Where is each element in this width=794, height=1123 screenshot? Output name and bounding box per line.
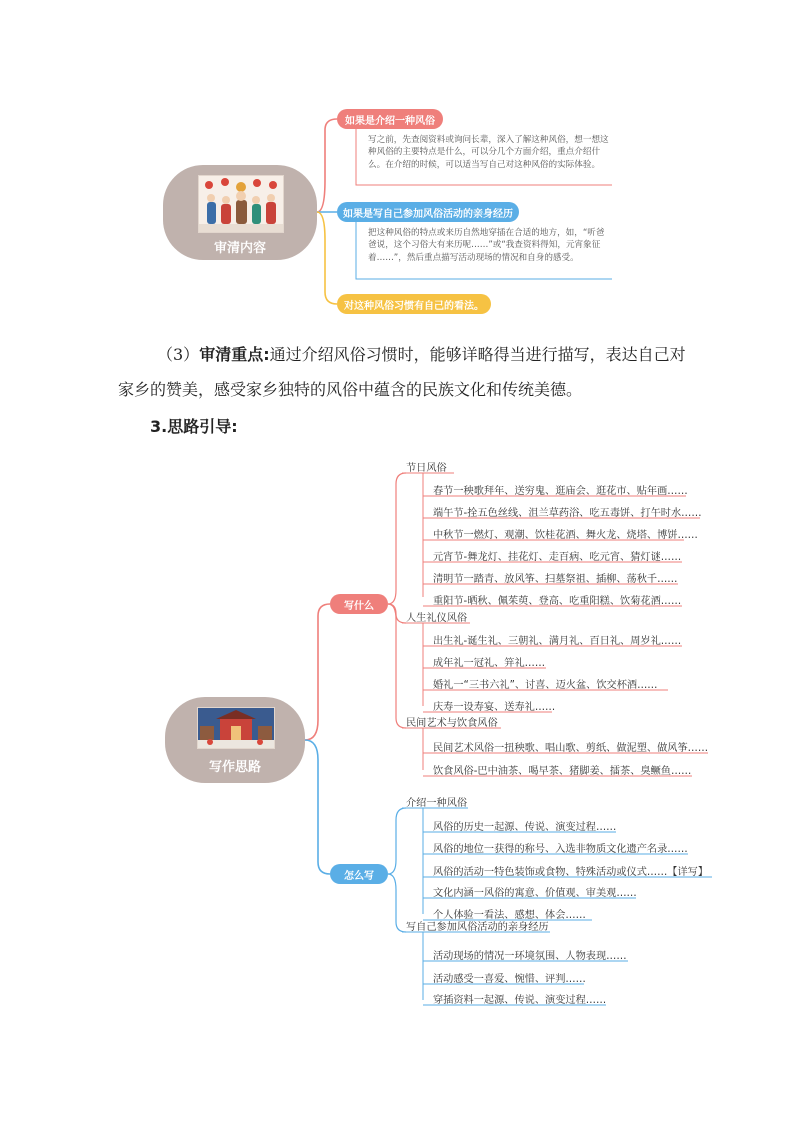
how-item: 活动感受一喜爱、惋惜、评判……	[433, 974, 586, 985]
what-item: 元宵节-舞龙灯、挂花灯、走百病、吃元宵、猜灯谜……	[433, 552, 682, 563]
what-item: 饮食风俗-巴中油茶、喝早茶、猪脚姜、擂茶、臭鳜鱼……	[433, 766, 692, 777]
para3-line2: 家乡的赞美，感受家乡独特的风俗中蕴含的民族文化和传统美德。	[118, 380, 583, 399]
para3-prefix: （3）	[157, 345, 200, 364]
what-item: 端午节-拴五色丝线、沮兰草药浴、吃五毒饼、打午时水……	[433, 508, 702, 519]
map2-root	[165, 697, 305, 783]
para3-bold: 审清重点:	[199, 345, 270, 364]
how-item: 风俗的历史一起源、传说、演变过程……	[433, 822, 617, 833]
map2-branch-how: 怎么写	[330, 864, 388, 884]
what-item: 民间艺术风俗一扭秧歌、唱山歌、剪纸、做泥塑、做风筝……	[433, 743, 709, 754]
map1-note-intro: 写之前，先查阅资料或询问长辈，深入了解这种风俗，想一想这种风俗的主要特点是什么，可以分几个方面介绍，重点介绍什么。在介绍的时候，可以适当写自己对这种风俗的实际体验。	[368, 135, 609, 170]
what-item: 婚礼一“三书六礼”、讨喜、迈火盆、饮交杯酒……	[433, 680, 658, 691]
what-group-ritual: 人生礼仪风俗	[406, 613, 468, 624]
map1-note-experience: 把这种风俗的特点或来历自然地穿插在合适的地方，如，“听爸爸说，这个习俗大有来历呢……”或“我查资料得知，元宵象征着……”，然后重点描写活动现场的情况和自身的感受。	[368, 228, 605, 263]
what-item: 成年礼一冠礼、笄礼……	[433, 658, 546, 669]
what-item: 中秋节一燃灯、观潮、饮桂花酒、舞火龙、烧塔、博饼……	[433, 530, 698, 541]
what-group-festival: 节日风俗	[406, 463, 447, 474]
how-item: 个人体验一看法、感想、体会……	[433, 910, 586, 921]
what-item: 出生礼-诞生礼、三朝礼、满月礼、百日礼、周岁礼……	[433, 636, 682, 647]
how-item: 风俗的地位一获得的称号、入选非物质文化遗产名录……	[433, 844, 688, 855]
map1-branch-experience: 如果是写自己参加风俗活动的亲身经历	[337, 202, 519, 222]
map1-branch-intro: 如果是介绍一种风俗	[337, 109, 443, 129]
para3-text1: 通过介绍风俗习惯时，能够详略得当进行描写，表达自己对	[269, 345, 686, 364]
map2-root-title: 写作思路	[208, 760, 261, 775]
map1-branch-opinion: 对这种风俗习惯有自己的看法。	[337, 294, 491, 314]
what-group-art-food: 民间艺术与饮食风俗	[406, 718, 498, 729]
how-item: 穿插资料一起源、传说、演变过程……	[433, 995, 607, 1006]
what-item: 春节一秧歌拜年、送穷鬼、逛庙会、逛花市、贴年画……	[433, 486, 688, 497]
how-group-intro: 介绍一种风俗	[406, 798, 468, 809]
what-item: 清明节一踏青、放风筝、扫墓祭祖、插柳、荡秋千……	[433, 574, 678, 585]
how-item: 活动现场的情况一环境氛围、人物表现……	[433, 951, 627, 962]
how-item: 文化内涵一风俗的寓意、价值观、审美观……	[433, 888, 637, 899]
village-illustration	[197, 707, 275, 749]
what-item: 重阳节-晒秋、佩茱萸、登高、吃重阳糕、饮菊花酒……	[433, 596, 682, 607]
how-group-experience: 写自己参加风俗活动的亲身经历	[406, 922, 549, 933]
section-heading: 3.思路引导:	[150, 417, 238, 436]
how-item: 风俗的活动一特色装饰或食物、特殊活动或仪式……【详写】	[433, 867, 709, 878]
map2-branch-what: 写什么	[330, 594, 388, 614]
map1-root-title: 审清内容	[213, 241, 266, 256]
what-item: 庆寿一设寿宴、送寿礼……	[433, 702, 556, 713]
